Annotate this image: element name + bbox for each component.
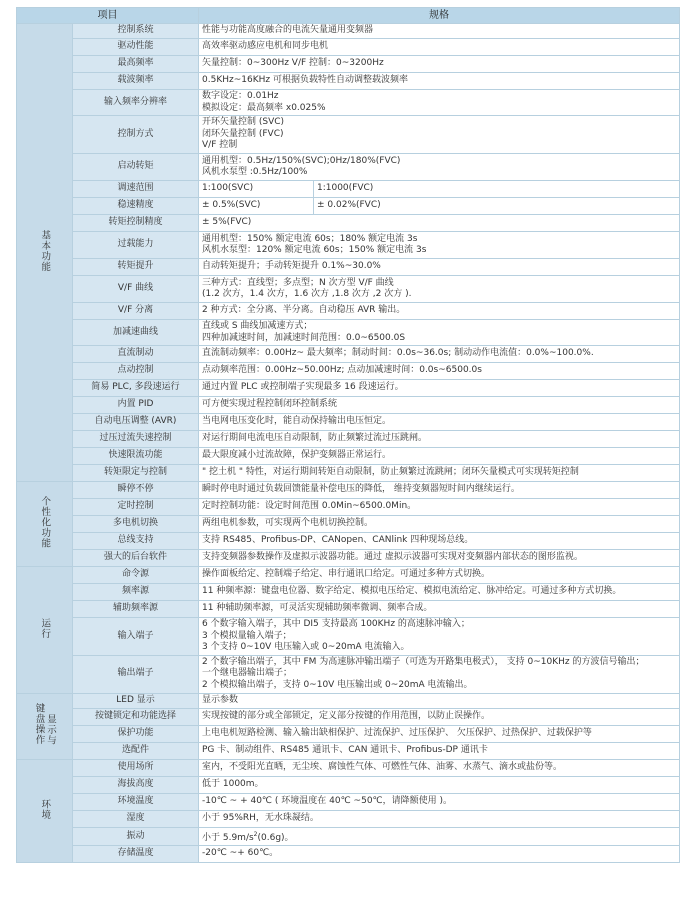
spec-value-line: 闭环矢量控制 (FVC) xyxy=(202,128,284,139)
category-label: 个性化功能 xyxy=(39,496,51,549)
spec-value-line: 最大限度减小过流故障，保护变频器正常运行。 xyxy=(202,450,392,461)
table-row xyxy=(17,303,680,320)
spec-table xyxy=(16,7,680,863)
spec-value xyxy=(199,550,680,567)
spec-value-line: 风机水泵型 :0.5Hz/100% xyxy=(202,167,308,177)
table-row xyxy=(17,90,680,116)
spec-value xyxy=(199,303,680,320)
spec-value-line: 模拟设定：最高频率 x0.025% xyxy=(202,102,326,113)
spec-value-line: 开环矢量控制 (SVC) xyxy=(202,117,285,128)
table-row xyxy=(17,380,680,397)
table-row xyxy=(17,708,680,725)
spec-value xyxy=(199,414,680,431)
spec-value-line: 3 个支持 0~10V 电压输入或 0~20mA 电流输入。 xyxy=(202,642,410,652)
spec-label: 保护功能 xyxy=(73,725,199,742)
spec-value xyxy=(199,154,680,181)
table-row xyxy=(17,793,680,810)
table-row xyxy=(17,414,680,431)
table-row xyxy=(17,276,680,303)
spec-value-line: 通用机型：150% 额定电流 60s；180% 额定电流 3s xyxy=(202,233,418,244)
table-row xyxy=(17,742,680,759)
spec-value: 1:1000(FVC) xyxy=(314,181,680,198)
spec-label: 快速限流功能 xyxy=(73,448,199,465)
table-row xyxy=(17,601,680,618)
spec-value-line: 直线或 S 曲线加减速方式； xyxy=(202,321,313,331)
spec-label: V/F 分离 xyxy=(73,303,199,320)
spec-value-line: 四种加减速时间，加减速时间范围：0.0~6500.0S xyxy=(202,332,406,343)
spec-value-line: 自动转矩提升；手动转矩提升 0.1%~30.0% xyxy=(202,261,381,272)
spec-value-line: 对运行期间电流电压自动限制，防止频繁过流过压跳闸。 xyxy=(202,433,428,444)
spec-value-line: V/F 控制 xyxy=(202,140,238,151)
spec-label: 转矩提升 xyxy=(73,259,199,276)
spec-value-line: 数字设定：0.01Hz xyxy=(202,91,279,101)
spec-label: 载波频率 xyxy=(73,73,199,90)
spec-value-line: 11 种辅助频率源，可灵活实现辅助频率微调、频率合成。 xyxy=(202,603,433,614)
table-row xyxy=(17,397,680,414)
table-row xyxy=(17,431,680,448)
spec-label: V/F 曲线 xyxy=(73,276,199,303)
spec-label: 加减速曲线 xyxy=(73,320,199,346)
spec-value xyxy=(199,482,680,499)
spec-value-line: 操作面板给定、控制端子给定、串行通讯口给定。可通过多种方式切换。 xyxy=(202,569,491,580)
header-spec: 规格 xyxy=(199,8,680,24)
spec-value xyxy=(199,215,680,232)
spec-value xyxy=(199,618,680,656)
spec-value xyxy=(199,810,680,827)
spec-value-line: ± 5%(FVC) xyxy=(202,217,252,228)
spec-value xyxy=(199,742,680,759)
table-row xyxy=(17,39,680,56)
spec-value xyxy=(199,276,680,303)
table-row xyxy=(17,776,680,793)
spec-label: 直流制动 xyxy=(73,346,199,363)
spec-label: 使用场所 xyxy=(73,759,199,776)
header-item: 项目 xyxy=(17,8,199,24)
table-row xyxy=(17,465,680,482)
spec-value-line: 2 个模拟输出端子，支持 0~10V 电压输出或 0~20mA 电流输出。 xyxy=(202,679,473,690)
spec-value xyxy=(199,759,680,776)
table-row xyxy=(17,232,680,259)
spec-value-line: 通过内置 PLC 或控制端子实现最多 16 段速运行。 xyxy=(202,382,404,393)
spec-value-line: 支持变频器参数操作及虚拟示波器功能。通过 虚拟示波器可实现对变频器内部状态的图形监视。 xyxy=(202,552,583,563)
category-cell xyxy=(17,567,73,694)
spec-value-line: 性能与功能高度融合的电流矢量通用变频器 xyxy=(202,25,374,36)
spec-value-line: 室内，不受阳光直晒，无尘埃、腐蚀性气体、可燃性气体、油雾、水蒸气、滴水或盐份等。 xyxy=(202,761,563,772)
spec-value-line: 上电电机短路检测、输入输出缺相保护、过流保护、过压保护、 欠压保护、过热保护、过载保护等 xyxy=(202,727,592,738)
spec-label: 启动转矩 xyxy=(73,154,199,181)
spec-label: 强大的后台软件 xyxy=(73,550,199,567)
spec-value xyxy=(199,448,680,465)
category-cell xyxy=(17,759,73,863)
spec-label: 简易 PLC, 多段速运行 xyxy=(73,380,199,397)
spec-label: 转矩限定与控制 xyxy=(73,465,199,482)
spec-value xyxy=(199,232,680,259)
table-row xyxy=(17,448,680,465)
spec-label: 命令源 xyxy=(73,567,199,584)
table-row xyxy=(17,482,680,499)
spec-value xyxy=(199,56,680,73)
spec-value-line: 矢量控制：0~300Hz V/F 控制：0~3200Hz xyxy=(202,58,384,69)
spec-value-line: 3 个模拟量输入端子； xyxy=(202,630,292,641)
spec-label: 选配件 xyxy=(73,742,199,759)
spec-label: 频率源 xyxy=(73,584,199,601)
table-row xyxy=(17,259,680,276)
spec-value-line: 点动频率范围：0.00Hz~50.00Hz; 点动加减速时间：0.0s~6500.0s xyxy=(202,365,482,376)
spec-value xyxy=(199,793,680,810)
spec-value xyxy=(199,567,680,584)
spec-value xyxy=(199,708,680,725)
spec-value: ± 0.02%(FVC) xyxy=(314,198,680,215)
category-label: 运行 xyxy=(39,617,51,639)
spec-label: 调速范围 xyxy=(73,181,199,198)
spec-label: 存储温度 xyxy=(73,846,199,863)
spec-label: 输出端子 xyxy=(73,655,199,693)
spec-label: 控制系统 xyxy=(73,24,199,39)
spec-value-line: 可方便实现过程控制闭环控制系统 xyxy=(202,399,338,410)
spec-value-line: -20℃ ~+ 60℃。 xyxy=(202,848,279,859)
spec-value-line: 风机水泵型：120% 额定电流 60s；150% 额定电流 3s xyxy=(202,245,427,255)
table-row xyxy=(17,116,680,154)
spec-label: 控制方式 xyxy=(73,116,199,154)
table-row xyxy=(17,550,680,567)
category-label: 环境 xyxy=(39,798,51,820)
spec-label: 总线支持 xyxy=(73,533,199,550)
spec-value xyxy=(199,584,680,601)
spec-label: 过压过流失速控制 xyxy=(73,431,199,448)
spec-value xyxy=(199,90,680,116)
spec-label: 环境温度 xyxy=(73,793,199,810)
spec-label: 瞬停不停 xyxy=(73,482,199,499)
category-label: 键盘操作 xyxy=(33,703,45,746)
spec-value-line: 2 种方式：全分离、半分离。自动稳压 AVR 输出。 xyxy=(202,305,406,316)
spec-value xyxy=(199,827,680,846)
spec-value: ± 0.5%(SVC) xyxy=(199,198,314,215)
spec-value-line: 显示参数 xyxy=(202,694,239,705)
spec-label: 输入频率分辨率 xyxy=(73,90,199,116)
category-cell xyxy=(17,693,73,759)
table-row xyxy=(17,584,680,601)
spec-label: 内置 PID xyxy=(73,397,199,414)
table-row xyxy=(17,567,680,584)
spec-value-line: 支持 RS485、Profibus-DP、CANopen、CANlink 四种现场总线。 xyxy=(202,535,474,546)
table-row xyxy=(17,346,680,363)
spec-label: 输入端子 xyxy=(73,618,199,656)
spec-value-line: 11 种频率源：键盘电位器、数字给定、模拟电压给定、模拟电流给定、脉冲给定。可通过多种方式切换。 xyxy=(202,586,622,597)
spec-value xyxy=(199,601,680,618)
spec-value-line: 两组电机参数，可实现两个电机切换控制。 xyxy=(202,518,374,529)
table-body xyxy=(17,24,680,863)
spec-label: 振动 xyxy=(73,827,199,846)
spec-value-line: 低于 1000m。 xyxy=(202,778,264,789)
spec-value-text: (0.6g)。 xyxy=(257,832,294,843)
table-row xyxy=(17,215,680,232)
spec-value xyxy=(199,24,680,39)
table-row xyxy=(17,516,680,533)
spec-value-superscript: 2 xyxy=(253,830,258,838)
table-row xyxy=(17,693,680,708)
table-row xyxy=(17,73,680,90)
spec-value xyxy=(199,846,680,863)
table-row xyxy=(17,363,680,380)
spec-label: 转矩控制精度 xyxy=(73,215,199,232)
spec-value xyxy=(199,776,680,793)
spec-value xyxy=(199,655,680,693)
table-row xyxy=(17,24,680,39)
spec-value-line: 6 个数字输入端子，其中 DI5 支持最高 100KHz 的高速脉冲输入； xyxy=(202,619,470,629)
category-cell xyxy=(17,24,73,482)
spec-value-text: 小于 5.9m/s xyxy=(202,832,254,843)
spec-value xyxy=(199,533,680,550)
spec-value-line: -10℃ ~ + 40℃ ( 环境温度在 40℃ ~50℃，请降额使用 )。 xyxy=(202,795,453,806)
spec-label: 驱动性能 xyxy=(73,39,199,56)
table-row xyxy=(17,827,680,846)
spec-value-line: 瞬时停电时通过负载回馈能量补偿电压的降低， 维持变频器短时间内继续运行。 xyxy=(202,484,520,495)
category-label-secondary: 显示与 xyxy=(45,713,56,746)
spec-value xyxy=(199,516,680,533)
spec-value xyxy=(199,465,680,482)
category-label: 基本功能 xyxy=(39,229,51,272)
table-row xyxy=(17,759,680,776)
spec-value xyxy=(199,431,680,448)
spec-value xyxy=(199,259,680,276)
table-row xyxy=(17,655,680,693)
spec-value xyxy=(199,346,680,363)
spec-label: 定时控制 xyxy=(73,499,199,516)
spec-value xyxy=(199,380,680,397)
table-row xyxy=(17,56,680,73)
spec-label: 最高频率 xyxy=(73,56,199,73)
category-cell xyxy=(17,482,73,567)
spec-value xyxy=(199,73,680,90)
spec-value-line: (1.2 次方，1.4 次方，1.6 次方 ,1.8 次方 ,2 次方 ). xyxy=(202,289,412,299)
table-row xyxy=(17,181,680,198)
spec-value xyxy=(199,693,680,708)
spec-value-line: 一个继电器输出端子； xyxy=(202,668,293,679)
spec-value xyxy=(199,320,680,346)
spec-label: 多电机切换 xyxy=(73,516,199,533)
spec-label: 海拔高度 xyxy=(73,776,199,793)
table-row xyxy=(17,499,680,516)
table-row xyxy=(17,725,680,742)
spec-value xyxy=(199,397,680,414)
table-row xyxy=(17,846,680,863)
spec-value-line: 高效率驱动感应电机和同步电机 xyxy=(202,41,329,52)
spec-value-line: 当电网电压变化时，能自动保持输出电压恒定。 xyxy=(202,416,392,427)
spec-label: 按键锁定和功能选择 xyxy=(73,708,199,725)
spec-label: 过载能力 xyxy=(73,232,199,259)
spec-label: 稳速精度 xyxy=(73,198,199,215)
spec-label: LED 显示 xyxy=(73,693,199,708)
spec-label: 湿度 xyxy=(73,810,199,827)
spec-value-line: 直流制动频率：0.00Hz~ 最大频率；制动时间：0.0s~36.0s; 制动动作电流值：0.0%~100.0%. xyxy=(202,348,594,359)
spec-label: 辅助频率源 xyxy=(73,601,199,618)
spec-value: 1:100(SVC) xyxy=(199,181,314,198)
spec-value-line: 2 个数字输出端子，其中 FM 为高速脉冲输出端子（可选为开路集电极式）， 支持 0~10KHz 的方波信号输出； xyxy=(202,656,645,667)
table-row xyxy=(17,154,680,181)
spec-label: 点动控制 xyxy=(73,363,199,380)
spec-value xyxy=(199,116,680,154)
table-row xyxy=(17,533,680,550)
spec-value-line: 定时控制功能：设定时间范围 0.0Min~6500.0Min。 xyxy=(202,501,417,512)
spec-value-line: 小于 95%RH，无水珠凝结。 xyxy=(202,812,319,823)
table-row xyxy=(17,810,680,827)
spec-value-line: " 挖土机 " 特性，对运行期间转矩自动限制，防止频繁过流跳闸；闭环矢量模式可实现转矩控制 xyxy=(202,467,579,478)
spec-value xyxy=(199,39,680,56)
spec-label: 自动电压调整 (AVR) xyxy=(73,414,199,431)
spec-value-line: 三种方式：直线型；多点型；N 次方型 V/F 曲线 xyxy=(202,277,394,288)
spec-value-line: 实现按键的部分或全部锁定，定义部分按键的作用范围，以防止误操作。 xyxy=(202,710,491,721)
table-row xyxy=(17,618,680,656)
spec-value-line: 通用机型：0.5Hz/150%(SVC);0Hz/180%(FVC) xyxy=(202,155,401,166)
table-row xyxy=(17,320,680,346)
spec-value xyxy=(199,499,680,516)
spec-value xyxy=(199,363,680,380)
table-row xyxy=(17,198,680,215)
spec-value-line: PG 卡、制动组件、RS485 通讯卡、CAN 通讯卡、Profibus-DP 通讯卡 xyxy=(202,744,488,755)
table-header-row xyxy=(17,8,680,24)
spec-value xyxy=(199,725,680,742)
spec-value-line: 0.5KHz~16KHz 可根据负载特性自动调整载波频率 xyxy=(202,75,408,86)
